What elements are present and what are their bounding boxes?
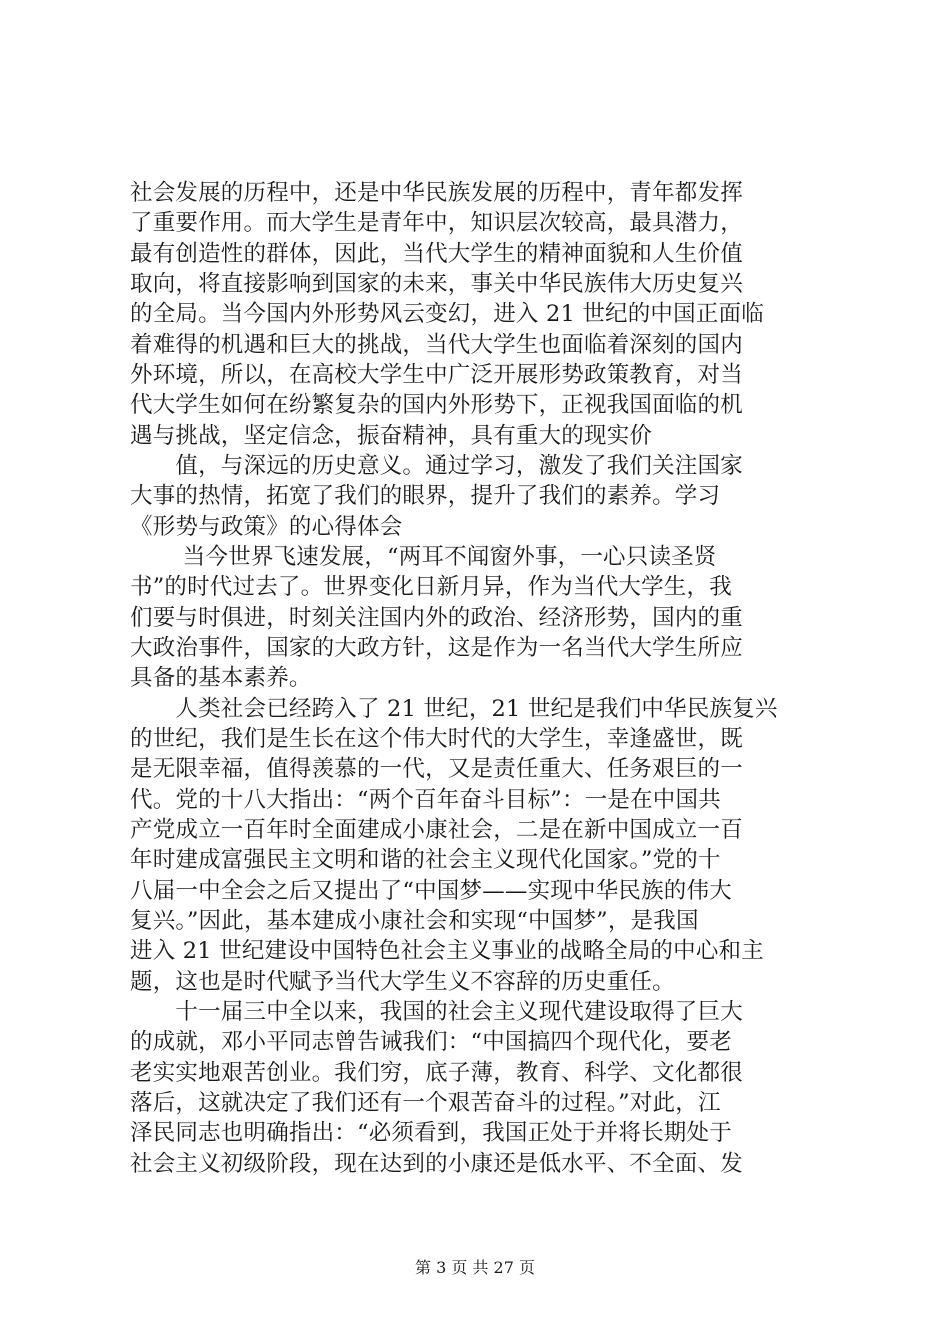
body-line: 们要与时俱进，时刻关注国内外的政治、经济形势，国内的重	[130, 605, 743, 631]
body-line: 十一届三中全以来，我国的社会主义现代建设取得了巨大	[130, 999, 743, 1025]
body-line: 值，与深远的历史意义。通过学习，激发了我们关注国家	[130, 453, 743, 479]
body-line: 复兴。”因此，基本建成小康社会和实现“中国梦”，是我国	[130, 908, 699, 934]
body-line: 社会发展的历程中，还是中华民族发展的历程中，青年都发挥	[130, 180, 743, 206]
body-line: 八届一中全会之后又提出了“中国梦——实现中华民族的伟大	[130, 878, 732, 904]
body-line: 当今世界飞速发展，“两耳不闻窗外事，一心只读圣贤	[130, 544, 717, 570]
body-line: 泽民同志也明确指出：“必须看到，我国正处于并将长期处于	[130, 1120, 732, 1146]
body-line: 书”的时代过去了。世界变化日新月异，作为当代大学生，我	[130, 574, 732, 600]
body-line: 着难得的机遇和巨大的挑战，当代大学生也面临着深刻的国内	[130, 332, 743, 358]
body-line: 老实实地艰苦创业。我们穷，底子薄，教育、科学、文化都很	[130, 1060, 743, 1086]
body-line: 题，这也是时代赋予当代大学生义不容辞的历史重任。	[130, 969, 675, 995]
body-line: 代大学生如何在纷繁复杂的国内外形势下，正视我国面临的机	[130, 392, 743, 418]
body-line: 年时建成富强民主文明和谐的社会主义现代化国家。”党的十	[130, 847, 721, 873]
body-line: 代。党的十八大指出：“两个百年奋斗目标”：一是在中国共	[130, 787, 721, 813]
body-line: 外环境，所以，在高校大学生中广泛开展形势政策教育，对当	[130, 362, 743, 388]
body-line: 具备的基本素养。	[130, 665, 312, 691]
body-line: 的全局。当今国内外形势风云变幻，进入 21 世纪的中国正面临	[130, 301, 764, 327]
body-line: 大事的热情，拓宽了我们的眼界，提升了我们的素养。学习	[130, 483, 721, 509]
body-line: 大政治事件，国家的大政方针，这是作为一名当代大学生所应	[130, 635, 743, 661]
body-line: 人类社会已经跨入了 21 世纪，21 世纪是我们中华民族复兴	[130, 696, 778, 722]
body-line: 了重要作用。而大学生是青年中，知识层次较高，最具潜力，	[130, 210, 743, 236]
body-line: 社会主义初级阶段，现在达到的小康还是低水平、不全面、发	[130, 1151, 743, 1177]
body-line: 是无限幸福，值得羡慕的一代，又是责任重大、任务艰巨的一	[130, 756, 743, 782]
body-line: 遇与挑战，坚定信念，振奋精神，具有重大的现实价	[130, 423, 653, 449]
body-line: 落后，这就决定了我们还有一个艰苦奋斗的过程。”对此，江	[130, 1090, 721, 1116]
body-line: 取向，将直接影响到国家的未来，事关中华民族伟大历史复兴	[130, 271, 743, 297]
body-line: 的世纪，我们是生长在这个伟大时代的大学生，幸逢盛世，既	[130, 726, 743, 752]
body-line: 的成就，邓小平同志曾告诫我们：“中国搞四个现代化，要老	[130, 1029, 732, 1055]
body-line: 最有创造性的群体，因此，当代大学生的精神面貌和人生价值	[130, 241, 743, 267]
body-line: 《形势与政策》的心得体会	[130, 514, 403, 540]
body-line: 产党成立一百年时全面建成小康社会，二是在新中国成立一百	[130, 817, 743, 843]
page-footer: 第 3 页 共 27 页	[415, 1258, 535, 1277]
body-line: 进入 21 世纪建设中国特色社会主义事业的战略全局的中心和主	[130, 938, 764, 964]
